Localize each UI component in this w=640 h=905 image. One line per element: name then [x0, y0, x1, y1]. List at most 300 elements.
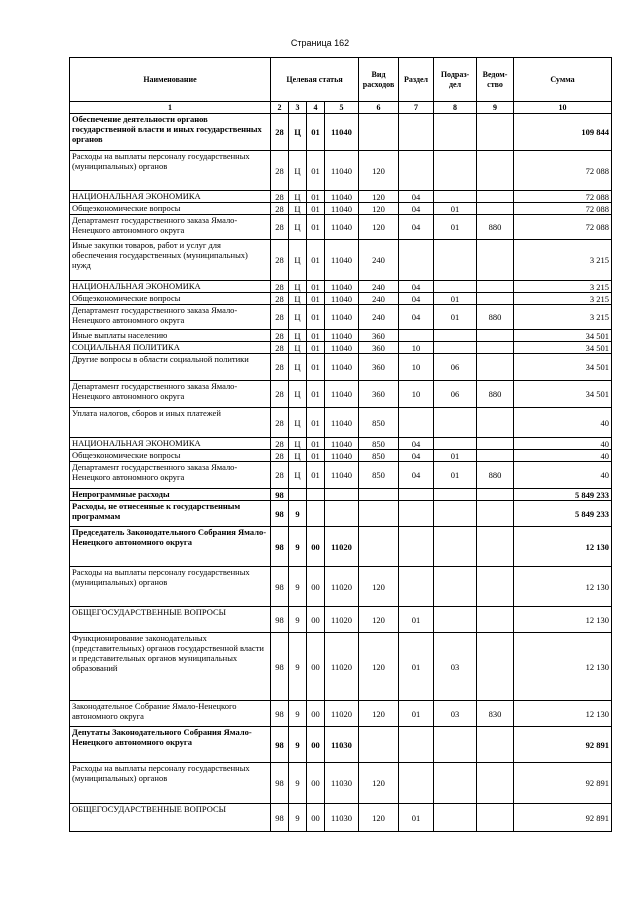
header-subsection: Подраз-дел: [434, 58, 477, 102]
section-code: 01: [399, 804, 434, 832]
subprogram-code: Ц: [289, 354, 307, 381]
row-sum: 92 891: [514, 763, 612, 804]
program-code: 28: [271, 305, 289, 330]
column-index: 3: [289, 102, 307, 114]
expense-type-code: 120: [359, 607, 399, 633]
event-code: 00: [307, 633, 325, 701]
subsection-code: [434, 727, 477, 763]
column-index: 6: [359, 102, 399, 114]
department-code: [477, 763, 514, 804]
event-code: 01: [307, 450, 325, 462]
table-row: [70, 203, 612, 215]
header-sum: Сумма: [514, 58, 612, 102]
subprogram-code: Ц: [289, 293, 307, 305]
table-row: [70, 354, 612, 381]
subprogram-code: Ц: [289, 342, 307, 354]
program-code: 28: [271, 151, 289, 191]
subprogram-code: Ц: [289, 151, 307, 191]
department-code: [477, 527, 514, 567]
row-name: Функционирование законодательных (представительных) органов государственной власти и представительных органов муниципальных образований: [70, 633, 271, 701]
subsection-code: [434, 151, 477, 191]
expense-type-code: 360: [359, 354, 399, 381]
expense-type-code: 240: [359, 293, 399, 305]
subprogram-code: Ц: [289, 381, 307, 408]
direction-code: 11020: [325, 633, 359, 701]
section-code: [399, 408, 434, 438]
department-code: [477, 804, 514, 832]
section-code: [399, 330, 434, 342]
subsection-code: [434, 342, 477, 354]
program-code: 28: [271, 354, 289, 381]
table-row: [70, 450, 612, 462]
section-code: [399, 151, 434, 191]
event-code: [307, 489, 325, 501]
subsection-code: 01: [434, 293, 477, 305]
row-name: Общеэкономические вопросы: [70, 203, 271, 215]
table-row: [70, 330, 612, 342]
column-index-row: [70, 102, 612, 114]
program-code: 98: [271, 804, 289, 832]
column-index: 2: [271, 102, 289, 114]
section-code: 04: [399, 438, 434, 450]
row-name: Другие вопросы в области социальной политики: [70, 354, 271, 381]
section-code: 10: [399, 381, 434, 408]
subprogram-code: 9: [289, 633, 307, 701]
row-name: Общеэкономические вопросы: [70, 450, 271, 462]
subsection-code: [434, 501, 477, 527]
subprogram-code: Ц: [289, 330, 307, 342]
table-row: [70, 804, 612, 832]
expense-type-code: 850: [359, 438, 399, 450]
program-code: 98: [271, 701, 289, 727]
direction-code: 11040: [325, 215, 359, 240]
program-code: 98: [271, 607, 289, 633]
row-name: Расходы на выплаты персоналу государственных (муниципальных) органов: [70, 763, 271, 804]
event-code: 01: [307, 151, 325, 191]
subsection-code: 01: [434, 215, 477, 240]
row-sum: 72 088: [514, 151, 612, 191]
row-name: НАЦИОНАЛЬНАЯ ЭКОНОМИКА: [70, 281, 271, 293]
direction-code: 11040: [325, 293, 359, 305]
direction-code: 11020: [325, 527, 359, 567]
section-code: 10: [399, 354, 434, 381]
department-code: 880: [477, 462, 514, 489]
section-code: 01: [399, 607, 434, 633]
row-name: Департамент государственного заказа Ямало-Ненецкого автономного округа: [70, 462, 271, 489]
section-code: [399, 567, 434, 607]
header-department: Ведом-ство: [477, 58, 514, 102]
subprogram-code: Ц: [289, 114, 307, 151]
budget-table: [69, 57, 612, 832]
department-code: [477, 450, 514, 462]
subsection-code: 01: [434, 462, 477, 489]
subprogram-code: 9: [289, 567, 307, 607]
table-row: [70, 462, 612, 489]
department-code: [477, 330, 514, 342]
row-name: Иные выплаты населению: [70, 330, 271, 342]
subprogram-code: 9: [289, 501, 307, 527]
table-row: [70, 727, 612, 763]
program-code: 98: [271, 633, 289, 701]
subprogram-code: Ц: [289, 438, 307, 450]
direction-code: 11040: [325, 342, 359, 354]
column-index: 10: [514, 102, 612, 114]
section-code: 04: [399, 305, 434, 330]
direction-code: 11030: [325, 727, 359, 763]
subsection-code: [434, 527, 477, 567]
subsection-code: 01: [434, 305, 477, 330]
program-code: 28: [271, 191, 289, 203]
section-code: 04: [399, 203, 434, 215]
expense-type-code: 240: [359, 305, 399, 330]
department-code: 830: [477, 701, 514, 727]
page-number-label: Страница 162: [290, 38, 350, 48]
row-sum: 3 215: [514, 240, 612, 281]
program-code: 28: [271, 281, 289, 293]
table-row: [70, 191, 612, 203]
event-code: 01: [307, 330, 325, 342]
event-code: 00: [307, 701, 325, 727]
expense-type-code: [359, 501, 399, 527]
event-code: 01: [307, 462, 325, 489]
event-code: 00: [307, 567, 325, 607]
row-name: СОЦИАЛЬНАЯ ПОЛИТИКА: [70, 342, 271, 354]
direction-code: 11040: [325, 281, 359, 293]
department-code: [477, 114, 514, 151]
column-index: 8: [434, 102, 477, 114]
department-code: 880: [477, 381, 514, 408]
program-code: 28: [271, 293, 289, 305]
program-code: 28: [271, 381, 289, 408]
direction-code: 11040: [325, 191, 359, 203]
subprogram-code: 9: [289, 804, 307, 832]
department-code: [477, 727, 514, 763]
direction-code: [325, 489, 359, 501]
table-row: [70, 114, 612, 151]
expense-type-code: 240: [359, 281, 399, 293]
subprogram-code: Ц: [289, 450, 307, 462]
row-sum: 3 215: [514, 305, 612, 330]
department-code: [477, 633, 514, 701]
event-code: 01: [307, 354, 325, 381]
section-code: [399, 501, 434, 527]
subsection-code: 03: [434, 701, 477, 727]
expense-type-code: 360: [359, 330, 399, 342]
table-body: [70, 114, 612, 832]
subprogram-code: 9: [289, 763, 307, 804]
table-row: [70, 381, 612, 408]
row-sum: 5 849 233: [514, 489, 612, 501]
row-sum: 92 891: [514, 727, 612, 763]
expense-type-code: 850: [359, 450, 399, 462]
direction-code: 11030: [325, 804, 359, 832]
department-code: 880: [477, 215, 514, 240]
event-code: 00: [307, 763, 325, 804]
row-sum: 3 215: [514, 293, 612, 305]
subsection-code: [434, 240, 477, 281]
subsection-code: [434, 567, 477, 607]
expense-type-code: 120: [359, 203, 399, 215]
header-target-article: Целевая статья: [271, 58, 359, 102]
expense-type-code: 240: [359, 240, 399, 281]
department-code: [477, 354, 514, 381]
table-row: [70, 293, 612, 305]
section-code: 04: [399, 462, 434, 489]
row-sum: 40: [514, 438, 612, 450]
subsection-code: 06: [434, 354, 477, 381]
section-code: 04: [399, 191, 434, 203]
subprogram-code: 9: [289, 727, 307, 763]
table-header-row: [70, 58, 612, 102]
table-row: [70, 607, 612, 633]
direction-code: 11040: [325, 203, 359, 215]
subsection-code: [434, 281, 477, 293]
program-code: 98: [271, 567, 289, 607]
event-code: [307, 501, 325, 527]
subprogram-code: Ц: [289, 203, 307, 215]
direction-code: 11040: [325, 450, 359, 462]
subsection-code: [434, 438, 477, 450]
row-name: НАЦИОНАЛЬНАЯ ЭКОНОМИКА: [70, 191, 271, 203]
subsection-code: [434, 191, 477, 203]
direction-code: 11040: [325, 305, 359, 330]
row-sum: 109 844: [514, 114, 612, 151]
section-code: [399, 240, 434, 281]
direction-code: [325, 501, 359, 527]
expense-type-code: 120: [359, 763, 399, 804]
program-code: 28: [271, 240, 289, 281]
department-code: [477, 281, 514, 293]
expense-type-code: 360: [359, 381, 399, 408]
subsection-code: [434, 489, 477, 501]
section-code: 01: [399, 633, 434, 701]
expense-type-code: 120: [359, 151, 399, 191]
section-code: 04: [399, 215, 434, 240]
department-code: [477, 438, 514, 450]
subsection-code: [434, 763, 477, 804]
department-code: [477, 489, 514, 501]
section-code: 04: [399, 281, 434, 293]
row-sum: 12 130: [514, 701, 612, 727]
event-code: 00: [307, 804, 325, 832]
section-code: 04: [399, 450, 434, 462]
subsection-code: [434, 607, 477, 633]
department-code: [477, 342, 514, 354]
expense-type-code: 850: [359, 462, 399, 489]
program-code: 28: [271, 450, 289, 462]
row-name: Общеэкономические вопросы: [70, 293, 271, 305]
event-code: 01: [307, 381, 325, 408]
direction-code: 11020: [325, 567, 359, 607]
subsection-code: [434, 408, 477, 438]
event-code: 01: [307, 203, 325, 215]
department-code: [477, 607, 514, 633]
row-sum: 5 849 233: [514, 501, 612, 527]
department-code: [477, 501, 514, 527]
expense-type-code: 120: [359, 215, 399, 240]
event-code: 01: [307, 114, 325, 151]
row-sum: 72 088: [514, 203, 612, 215]
event-code: 01: [307, 281, 325, 293]
expense-type-code: 120: [359, 191, 399, 203]
expense-type-code: 120: [359, 701, 399, 727]
row-name: Законодательное Собрание Ямало-Ненецкого автономного округа: [70, 701, 271, 727]
direction-code: 11020: [325, 607, 359, 633]
expense-type-code: [359, 114, 399, 151]
direction-code: 11030: [325, 763, 359, 804]
program-code: 28: [271, 408, 289, 438]
program-code: 28: [271, 330, 289, 342]
department-code: [477, 567, 514, 607]
row-name: Непрограммные расходы: [70, 489, 271, 501]
direction-code: 11040: [325, 381, 359, 408]
program-code: 28: [271, 438, 289, 450]
subsection-code: [434, 330, 477, 342]
section-code: 04: [399, 293, 434, 305]
row-name: Обеспечение деятельности органов государственной власти и иных государственных органов: [70, 114, 271, 151]
row-sum: 34 501: [514, 381, 612, 408]
event-code: 01: [307, 293, 325, 305]
row-sum: 12 130: [514, 527, 612, 567]
subsection-code: 01: [434, 450, 477, 462]
subprogram-code: Ц: [289, 281, 307, 293]
row-name: Расходы на выплаты персоналу государственных (муниципальных) органов: [70, 567, 271, 607]
header-name: Наименование: [70, 58, 271, 102]
subprogram-code: 9: [289, 527, 307, 567]
section-code: 01: [399, 701, 434, 727]
table-row: [70, 281, 612, 293]
subsection-code: [434, 804, 477, 832]
row-sum: 34 501: [514, 330, 612, 342]
table-row: [70, 240, 612, 281]
table-row: [70, 151, 612, 191]
table-row: [70, 438, 612, 450]
row-name: НАЦИОНАЛЬНАЯ ЭКОНОМИКА: [70, 438, 271, 450]
direction-code: 11040: [325, 354, 359, 381]
subprogram-code: [289, 489, 307, 501]
subprogram-code: Ц: [289, 215, 307, 240]
row-name: ОБЩЕГОСУДАРСТВЕННЫЕ ВОПРОСЫ: [70, 804, 271, 832]
expense-type-code: 360: [359, 342, 399, 354]
subprogram-code: Ц: [289, 462, 307, 489]
subsection-code: 06: [434, 381, 477, 408]
table-row: [70, 527, 612, 567]
subprogram-code: Ц: [289, 240, 307, 281]
event-code: 01: [307, 191, 325, 203]
row-name: Уплата налогов, сборов и иных платежей: [70, 408, 271, 438]
expense-type-code: 120: [359, 633, 399, 701]
department-code: [477, 203, 514, 215]
event-code: 01: [307, 305, 325, 330]
table-row: [70, 215, 612, 240]
program-code: 28: [271, 215, 289, 240]
program-code: 28: [271, 462, 289, 489]
program-code: 98: [271, 727, 289, 763]
expense-type-code: [359, 727, 399, 763]
department-code: [477, 191, 514, 203]
row-sum: 72 088: [514, 191, 612, 203]
event-code: 01: [307, 215, 325, 240]
event-code: 01: [307, 240, 325, 281]
row-name: Расходы, не отнесенные к государственным программам: [70, 501, 271, 527]
department-code: 880: [477, 305, 514, 330]
table-row: [70, 567, 612, 607]
row-name: Иные закупки товаров, работ и услуг для обеспечения государственных (муниципальных) нужд: [70, 240, 271, 281]
event-code: 01: [307, 438, 325, 450]
column-index: 7: [399, 102, 434, 114]
row-sum: 34 501: [514, 342, 612, 354]
section-code: [399, 727, 434, 763]
department-code: [477, 408, 514, 438]
table-row: [70, 633, 612, 701]
program-code: 28: [271, 114, 289, 151]
section-code: 10: [399, 342, 434, 354]
row-name: Председатель Законодательного Собрания Ямало-Ненецкого автономного округа: [70, 527, 271, 567]
table-row: [70, 342, 612, 354]
expense-type-code: 850: [359, 408, 399, 438]
direction-code: 11040: [325, 114, 359, 151]
event-code: 00: [307, 527, 325, 567]
department-code: [477, 151, 514, 191]
column-index: 1: [70, 102, 271, 114]
column-index: 5: [325, 102, 359, 114]
program-code: 98: [271, 489, 289, 501]
expense-type-code: [359, 527, 399, 567]
row-sum: 12 130: [514, 567, 612, 607]
row-name: Депутаты Законодательного Собрания Ямало-Ненецкого автономного округа: [70, 727, 271, 763]
subsection-code: 01: [434, 203, 477, 215]
event-code: 01: [307, 342, 325, 354]
event-code: 00: [307, 607, 325, 633]
row-sum: 12 130: [514, 633, 612, 701]
row-sum: 40: [514, 462, 612, 489]
event-code: 01: [307, 408, 325, 438]
program-code: 98: [271, 763, 289, 804]
header-section: Раздел: [399, 58, 434, 102]
row-sum: 92 891: [514, 804, 612, 832]
section-code: [399, 489, 434, 501]
header-expense-type: Вид расходов: [359, 58, 399, 102]
subsection-code: [434, 114, 477, 151]
row-sum: 40: [514, 408, 612, 438]
row-name: Департамент государственного заказа Ямало-Ненецкого автономного округа: [70, 215, 271, 240]
subprogram-code: Ц: [289, 191, 307, 203]
row-sum: 72 088: [514, 215, 612, 240]
expense-type-code: 120: [359, 804, 399, 832]
program-code: 98: [271, 501, 289, 527]
program-code: 28: [271, 342, 289, 354]
subprogram-code: 9: [289, 607, 307, 633]
program-code: 28: [271, 203, 289, 215]
expense-type-code: [359, 489, 399, 501]
section-code: [399, 763, 434, 804]
direction-code: 11040: [325, 151, 359, 191]
table-row: [70, 408, 612, 438]
expense-type-code: 120: [359, 567, 399, 607]
row-sum: 3 215: [514, 281, 612, 293]
row-sum: 40: [514, 450, 612, 462]
direction-code: 11040: [325, 438, 359, 450]
row-sum: 12 130: [514, 607, 612, 633]
section-code: [399, 114, 434, 151]
table-row: [70, 489, 612, 501]
direction-code: 11040: [325, 330, 359, 342]
row-name: Департамент государственного заказа Ямало-Ненецкого автономного округа: [70, 381, 271, 408]
subprogram-code: Ц: [289, 305, 307, 330]
table-row: [70, 305, 612, 330]
row-name: Департамент государственного заказа Ямало-Ненецкого автономного округа: [70, 305, 271, 330]
direction-code: 11040: [325, 462, 359, 489]
